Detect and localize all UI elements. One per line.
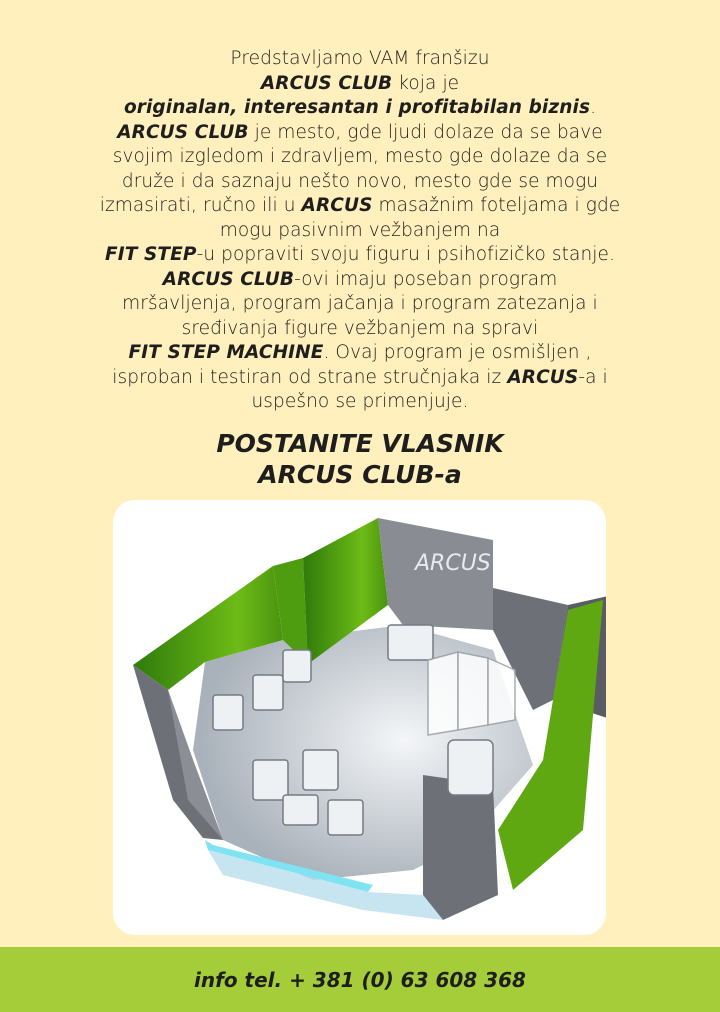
intro-segment: -u popraviti svoju figuru i psihofizičko stanje. bbox=[196, 244, 615, 265]
intro-text bbox=[0, 47, 720, 415]
intro-segment: sređivanja figure vežbanjem na spravi bbox=[181, 317, 539, 339]
intro-line bbox=[0, 47, 720, 72]
intro-segment: mršavljenja, program jačanja i program zatezanja i bbox=[122, 293, 598, 314]
intro-emphasis: ARCUS bbox=[301, 195, 373, 216]
headline bbox=[0, 428, 720, 490]
intro-segment: isproban i testiran od strane stručnjaka iz bbox=[112, 366, 508, 388]
intro-emphasis: originalan, interesantan i profitabilan biznis bbox=[123, 97, 591, 118]
intro-line bbox=[0, 194, 720, 219]
intro-segment: mogu pasivnim vežbanjem na bbox=[219, 219, 501, 241]
intro-emphasis: ARCUS CLUB bbox=[260, 72, 393, 94]
intro-line bbox=[0, 366, 720, 391]
intro-line bbox=[0, 268, 720, 293]
intro-emphasis: ARCUS bbox=[507, 366, 579, 388]
intro-line bbox=[0, 390, 720, 415]
club-rendering-image bbox=[113, 500, 606, 935]
intro-segment: koja je bbox=[392, 72, 460, 94]
intro-emphasis: ARCUS CLUB bbox=[117, 121, 249, 143]
intro-segment: masažnim foteljama i gde bbox=[372, 195, 621, 216]
intro-line bbox=[0, 292, 720, 317]
intro-segment: druže i da saznaju nešto novo, mesto gde se mogu bbox=[121, 170, 599, 192]
intro-segment: uspešno se primenjuje. bbox=[251, 391, 469, 412]
intro-segment: -a i bbox=[578, 366, 608, 388]
intro-line bbox=[0, 243, 720, 268]
intro-segment: . Ovaj program je osmišljen , bbox=[323, 342, 592, 363]
intro-line bbox=[0, 219, 720, 244]
intro-segment: svojim izgledom i zdravljem, mesto gde dolaze da se bbox=[112, 146, 608, 167]
intro-segment: . bbox=[590, 97, 597, 118]
footer-contact-bar bbox=[0, 947, 720, 1012]
intro-emphasis: ARCUS CLUB bbox=[162, 268, 295, 290]
intro-line bbox=[0, 341, 720, 366]
headline-line-2: ARCUS CLUB-a bbox=[258, 460, 462, 489]
intro-segment: izmasirati, ručno ili u bbox=[99, 195, 302, 216]
intro-line bbox=[0, 170, 720, 195]
intro-line bbox=[0, 317, 720, 342]
arcus-wall-logo: ARCUS bbox=[415, 551, 491, 576]
headline-line-1: POSTANITE VLASNIK bbox=[216, 429, 504, 458]
intro-segment: je mesto, gde ljudi dolaze da se bave bbox=[248, 121, 603, 143]
intro-segment: -ovi imaju poseban program bbox=[294, 268, 558, 290]
intro-segment: Predstavljamo VAM franšizu bbox=[230, 48, 490, 69]
intro-line bbox=[0, 145, 720, 170]
intro-line bbox=[0, 96, 720, 121]
club-interior-illustration bbox=[113, 500, 606, 935]
intro-emphasis: FIT STEP bbox=[105, 244, 197, 265]
intro-emphasis: FIT STEP MACHINE bbox=[128, 342, 324, 363]
contact-phone: info tel. + 381 (0) 63 608 368 bbox=[194, 967, 526, 992]
intro-line bbox=[0, 121, 720, 146]
intro-line bbox=[0, 72, 720, 97]
